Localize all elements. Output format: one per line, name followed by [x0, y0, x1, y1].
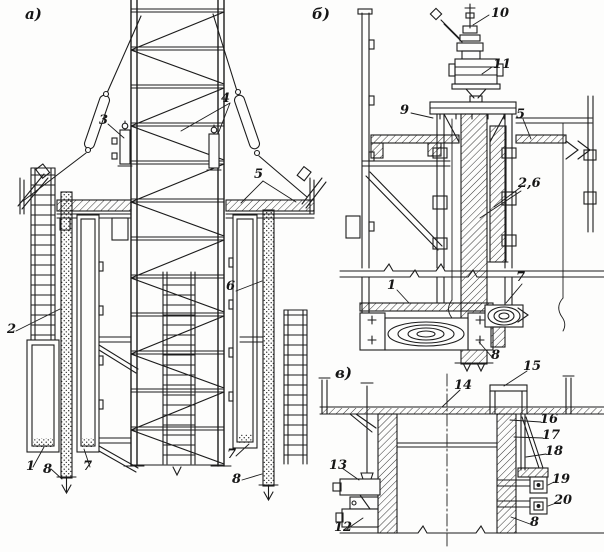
callout-v-15: 15 — [523, 359, 542, 374]
callout-v-13: 13 — [329, 458, 348, 473]
callout-v-12: 12 — [334, 520, 353, 535]
callout-v-14: 14 — [454, 378, 473, 393]
view-label-a: а) — [25, 5, 42, 23]
callout-v-20: 20 — [554, 493, 573, 508]
callout-a-5: 5 — [254, 167, 264, 182]
callout-b-1: 1 — [387, 278, 397, 293]
callout-v-16: 16 — [540, 412, 559, 427]
callout-a-7-left: 7 — [83, 459, 93, 474]
callout-a-8-right: 8 — [232, 472, 242, 487]
callout-b-8: 8 — [491, 348, 501, 363]
callout-b-5: 5 — [516, 107, 526, 122]
callout-a-7-right: 7 — [227, 447, 237, 462]
callout-b-11: 11 — [493, 57, 512, 72]
callout-b-9: 9 — [400, 103, 410, 118]
callout-v-8: 8 — [530, 515, 540, 530]
view-b-drawing — [340, 4, 604, 374]
callout-a-1: 1 — [26, 459, 36, 474]
view-label-b: б) — [312, 5, 330, 23]
callout-a-2: 2 — [7, 322, 17, 337]
view-label-v: в) — [335, 364, 352, 382]
callout-v-17: 17 — [542, 428, 561, 443]
callout-v-18: 18 — [545, 444, 564, 459]
callout-a-6: 6 — [226, 279, 236, 294]
view-a-drawing — [18, 0, 326, 500]
view-v-drawing — [319, 374, 604, 546]
callout-b-2-6: 2,6 — [518, 176, 541, 191]
callout-b-7: 7 — [516, 270, 526, 285]
callout-b-10: 10 — [491, 6, 510, 21]
callout-a-8-left: 8 — [43, 462, 53, 477]
callout-v-19: 19 — [552, 472, 571, 487]
callout-a-4: 4 — [221, 91, 231, 106]
callout-a-3: 3 — [99, 113, 109, 128]
